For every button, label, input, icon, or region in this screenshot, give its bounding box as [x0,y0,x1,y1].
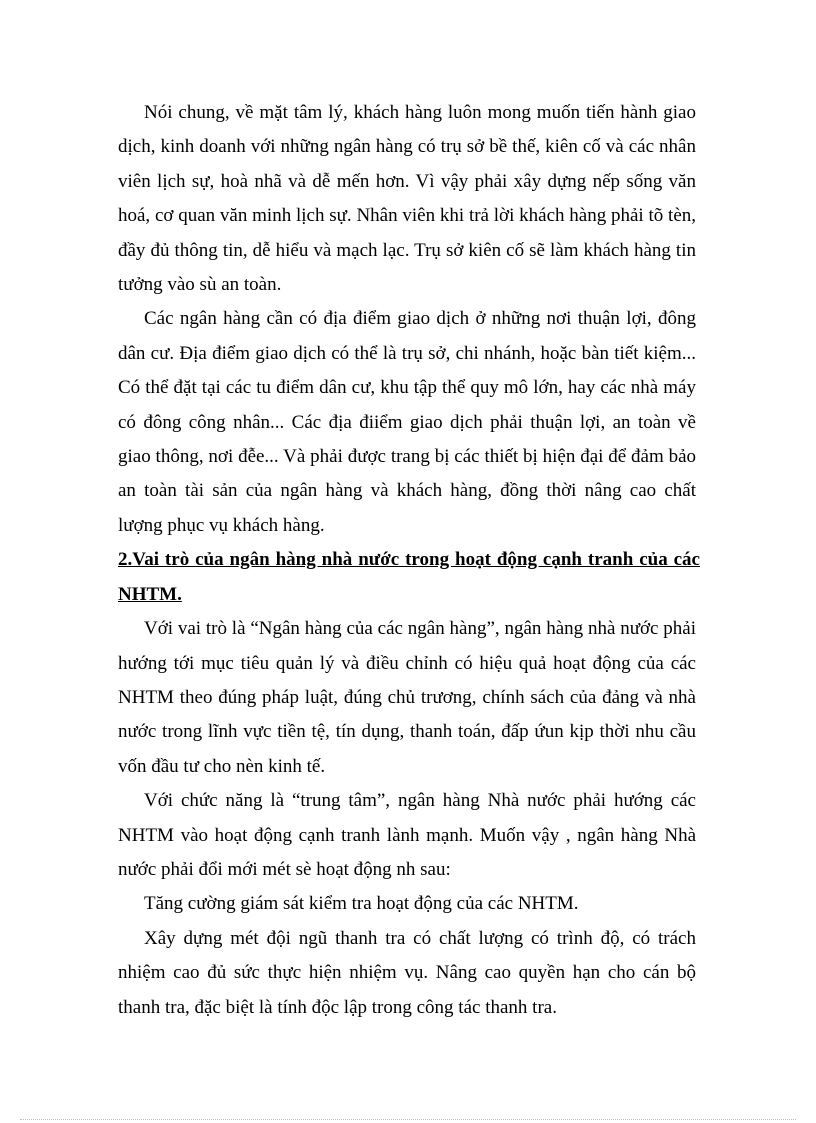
page-bottom-divider [20,1119,796,1120]
section-heading: 2.Vai trò của ngân hàng nhà nước trong hoạt động cạnh tranh của các NHTM. [118,549,700,605]
paragraph-central-bank-function: Với chức năng là “trung tâm”, ngân hàng Nhà nước phải hướng các NHTM vào hoạt động cạnh tranh lành mạnh. Muốn vậy , ngân hàng Nhà nước phải đổi mới mét sè hoạt động nh sau: [118,790,696,880]
paragraph-customer-psychology: Nói chung, về mặt tâm lý, khách hàng luôn mong muốn tiến hành giao dịch, kinh doanh với những ngân hàng có trụ sở bề thế, kiên cố và các nhân viên lịch sự, hoà nhã và dễ mến hơn. Vì vậy phải xây dựng nếp sống văn hoá, cơ quan văn minh lịch sự. Nhân viên khi trả lời khách hàng phải tõ tèn, đầy đủ thông tin, dễ hiểu và mạch lạc. Trụ sở kiên cố sẽ làm khách hàng tin tưởng vào sù an toàn. [118,102,696,296]
document-body [118,96,700,1025]
paragraph-central-bank-role: Với vai trò là “Ngân hàng của các ngân hàng”, ngân hàng nhà nước phải hướng tới mục tiêu quản lý và điều chỉnh có hiệu quả hoạt động của các NHTM theo đúng pháp luật, đúng chủ trương, chính sách của đảng và nhà nước trong lĩnh vực tiền tệ, tín dụng, thanh toán, đấp ứun kịp thời nhu cầu vốn đầu tư cho nèn kinh tế. [118,618,696,777]
paragraph-transaction-locations: Các ngân hàng cần có địa điểm giao dịch ở những nơi thuận lợi, đông dân cư. Địa điểm giao dịch có thể là trụ sở, chi nhánh, hoặc bàn tiết kiệm... Có thể đặt tại các tu điểm dân cư, khu tập thể quy mô lớn, hay các nhà máy có đông công nhân... Các địa điiểm giao dịch phải thuận lợi, an toàn về giao thông, nơi đễe... Và phải được trang bị các thiết bị hiện đại để đảm bảo an toàn tài sản của ngân hàng và khách hàng, đồng thời nâng cao chất lượng phục vụ khách hàng. [118,308,696,536]
paragraph-inspection-team: Xây dựng mét đội ngũ thanh tra có chất lượng có trình độ, có trách nhiệm cao đủ sức thực hiện nhiệm vụ. Nâng cao quyền hạn cho cán bộ thanh tra, đặc biệt là tính độc lập trong công tác thanh tra. [118,927,696,1018]
paragraph-supervision: Tăng cường giám sát kiểm tra hoạt động của các NHTM. [144,893,579,915]
